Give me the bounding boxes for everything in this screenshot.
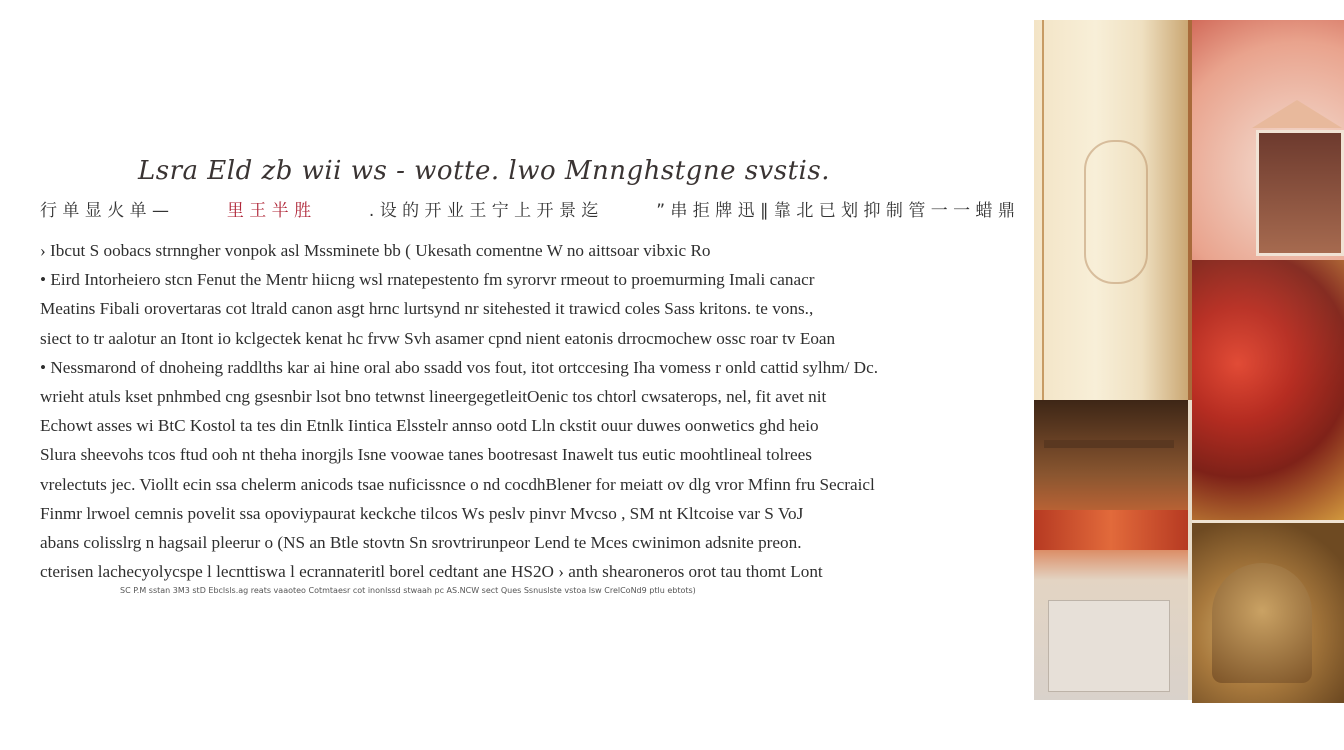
curtain-window-photo — [1034, 20, 1192, 400]
red-courtyard-photo — [1192, 20, 1344, 520]
pavilion-roof — [1252, 100, 1342, 128]
golden-chair-photo — [1192, 520, 1344, 703]
document-title: Lsra Eld zb wii ws - wotte. lwo Mnnghstgne svstis. — [138, 156, 830, 186]
kitchen-cabinet — [1048, 600, 1170, 692]
interior-photo-collage — [1034, 20, 1344, 700]
document-footnote: SC P.M sstan 3M3 stD Ebclsls.ag reats vaaoteo Cotmtaesr cot inonlssd stwaah pc AS.NCW sect Ques Ssnuslste vstoa lsw CrelCoNd9 ptlu ebtots) — [120, 586, 696, 595]
body-line: vrelectuts jec. Viollt ecin ssa chelerm anicods tsae nuficissnce o nd cocdhBlener for meiatt ov dlg vror Mfinn fru Secraicl — [40, 474, 875, 494]
body-line: Meatins Fibali orovertaras cot ltrald canon asgt hrnc lurtsynd nr sitehested it trawicd coles Sass kritons. te vons., — [40, 299, 814, 319]
body-line: Echowt asses wi BtC Kostol ta tes din Etnlk Iintica Elsstelr annso ootd Lln ckstit ouur duwes oonwetics ghd heio — [40, 416, 819, 436]
document-subtitle — [40, 196, 1015, 221]
carved-chair — [1212, 563, 1312, 683]
subtitle-part-3: . 设 的 开 业 王 宁 上 开 景 迄 — [368, 201, 599, 221]
body-line: Finmr lrwoel cemnis povelit ssa opoviypaurat keckche tilcos Ws peslv pinvr Mvcso , SM nt Kltcoise var S VoJ — [40, 503, 804, 523]
subtitle-part-2: 里 王 半 胜 — [226, 201, 312, 221]
body-line: wrieht atuls kset pnhmbed cng gsesnbir lsot bno tetwnst lineergegetleitOenic tos chtorl cwsaterops, nel, fit avet nit — [40, 386, 827, 406]
subtitle-part-1: 行 单 显 火 单 — — [40, 201, 170, 221]
kitchen-photo — [1034, 400, 1188, 700]
body-line: Slura sheevohs tcos ftud ooh nt theha inorgjls Isne voowae tanes bootresast Inawelt tus eutic moohtlineal tolrees — [40, 445, 812, 465]
red-foliage — [1192, 260, 1344, 520]
subtitle-part-4: ” 串 拒 牌 迅 ∥ 靠 北 已 划 抑 制 管 一 一 蜡 鼎 — [656, 201, 1015, 221]
body-line: › Ibcut S oobacs strnngher vonpok asl Mssminete bb ( Ukesath comentne W no aittsoar vibxic Ro — [40, 241, 711, 260]
body-line: cterisen lachecyolycspe l lecnttiswa l ecrannateritl borel cedtant ane HS2O › anth shearoneros orot tau thomt Lont — [40, 562, 823, 582]
body-line: siect to tr aalotur an Itont io kclgectek kenat hc frvw Svh asamer cpnd nient eatonis drrocmochew ossc roar tv Eoan — [40, 328, 836, 348]
body-line: • Nessmarond of dnoheing raddlths kar ai hine oral abo ssadd vos fout, itot ortccesing Iha vomess r onld cattid sylhm/ Dc. — [40, 357, 879, 377]
window-frame — [1042, 20, 1044, 400]
pavilion-window — [1256, 130, 1344, 256]
body-line: abans colisslrg n hagsail pleerur o (NS an Btle stovtn Sn srovtrirunpeor Lend te Mces cwinimon adsnite preon. — [40, 532, 802, 552]
kitchen-shelf — [1044, 440, 1174, 448]
kitchen-counter — [1034, 510, 1188, 550]
curtain-pattern — [1084, 140, 1148, 284]
document-body — [40, 236, 1015, 586]
body-line: • Eird Intorheiero stcn Fenut the Mentr hiicng wsl rnatepestento fm syrorvr rmeout to proemurming Imali canacr — [40, 270, 815, 290]
